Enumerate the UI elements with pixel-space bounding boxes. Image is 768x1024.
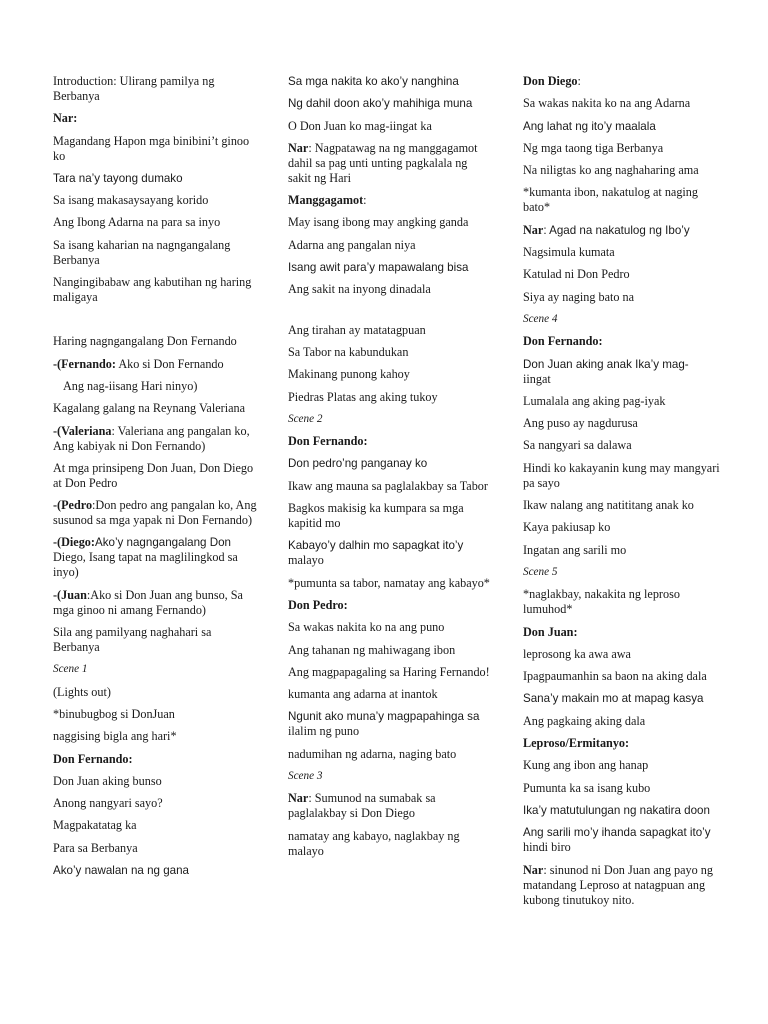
speaker-label xyxy=(523,74,728,89)
script-line: Kagalang galang na Reynang Valeriana xyxy=(53,401,245,416)
line-text: hindi biro xyxy=(523,840,571,855)
script-line: Ang sakit na inyong dinadala xyxy=(288,282,431,297)
script-line: Ng mga taong tiga Berbanya xyxy=(523,140,664,155)
character-name: -(Fernando: xyxy=(53,356,116,371)
column-3 xyxy=(523,74,728,915)
line-text: : Agad na nakatulog ng Ibo’y xyxy=(543,223,690,237)
line-text: Ang sarili mo’y ihanda sapagkat ito’y xyxy=(523,826,711,840)
script-line: (Lights out) xyxy=(53,684,111,699)
script-line: Makinang punong kahoy xyxy=(288,367,410,382)
script-line: Ang pagkaing aking dala xyxy=(523,713,646,728)
script-line: Ang tahanan ng mahiwagang ibon xyxy=(288,642,456,657)
script-line: Nangingibabaw ang kabutihan ng haring maligaya xyxy=(53,275,252,305)
character-name: -(Juan xyxy=(53,587,87,602)
script-line: Don pedro’ng panganay ko xyxy=(288,457,428,471)
line-text: Ngunit ako muna’y magpapahinga sa xyxy=(288,710,480,724)
script-line: Ang puso ay nagdurusa xyxy=(523,416,638,431)
script-line xyxy=(53,424,258,454)
script-line xyxy=(288,193,493,208)
character-name: Manggagamot xyxy=(288,193,364,208)
line-text: : xyxy=(577,74,581,88)
script-line: Ikaw ang mauna sa paglalakbay sa Tabor xyxy=(288,478,488,493)
script-line xyxy=(53,535,258,580)
script-line xyxy=(523,863,728,908)
script-line: Bagkos makisig ka kumpara sa mga kapitid mo xyxy=(288,501,464,531)
intro-line: Introduction: Ulirang pamilya ng Berbanya xyxy=(53,74,215,103)
line-text: malayo xyxy=(288,553,324,568)
spacer xyxy=(53,312,258,334)
line-text: Ako’y nagngangalang Don xyxy=(94,536,231,550)
script-line: Nagsimula kumata xyxy=(523,245,615,260)
line-text: Kabayo’y dalhin mo sapagkat ito’y xyxy=(288,539,464,553)
script-line: Na niligtas ko ang naghaharing ama xyxy=(523,163,699,178)
character-name: -(Valeriana xyxy=(53,423,112,438)
script-line: Ipagpaumanhin sa baon na aking dala xyxy=(523,669,707,684)
script-line: Tara na’y tayong dumako xyxy=(53,171,183,185)
character-name: -(Pedro xyxy=(53,498,93,513)
script-line xyxy=(288,538,493,568)
line-text: ilalim ng puno xyxy=(288,724,360,739)
scene-heading: Scene 3 xyxy=(288,770,323,783)
script-line: Katulad ni Don Pedro xyxy=(523,267,630,282)
spacer xyxy=(288,305,493,323)
scene-heading: Scene 4 xyxy=(523,312,558,325)
script-line: Sa Tabor na kabundukan xyxy=(288,344,409,359)
line-text: : Valeriana ang pangalan ko, Ang kabiyak ni Don Fernando) xyxy=(53,423,250,453)
script-line: Ingatan ang sarili mo xyxy=(523,542,627,557)
speaker-label: Don Fernando: xyxy=(288,434,368,449)
script-line: Ang magpapagaling sa Haring Fernando! xyxy=(288,664,490,679)
script-line: Piedras Platas ang aking tukoy xyxy=(288,389,438,404)
script-line: Anong nangyari sayo? xyxy=(53,796,163,811)
script-line: Sa nangyari sa dalawa xyxy=(523,438,632,453)
script-line: Lumalala ang aking pag-iyak xyxy=(523,393,666,408)
character-name: Nar xyxy=(288,140,309,155)
script-line: Pumunta ka sa isang kubo xyxy=(523,780,651,795)
script-line: Sa isang makasaysayang korido xyxy=(53,193,209,208)
column-1 xyxy=(53,74,258,885)
script-line: Sa wakas nakita ko na ang puno xyxy=(288,620,445,635)
character-name: Don Diego xyxy=(523,74,578,88)
script-line xyxy=(288,141,493,186)
script-line: Ang tirahan ay matatagpuan xyxy=(288,322,426,337)
stage-direction: namatay ang kabayo, naglakbay ng malayo xyxy=(288,828,460,858)
speaker-label: Don Pedro: xyxy=(288,597,348,612)
script-line xyxy=(53,588,258,618)
character-name: Nar xyxy=(523,862,544,877)
script-line: Ang Ibong Adarna na para sa inyo xyxy=(53,215,221,230)
script-line: Ang nag-iisang Hari ninyo) xyxy=(63,378,198,393)
line-text: : Sumunod na sumabak sa paglalakbay si Don Diego xyxy=(288,791,436,821)
line-text: : sinunod ni Don Juan ang payo ng matandang Leproso at natagpuan ang kubong tinutukoy nito. xyxy=(523,862,713,907)
script-line: Don Juan aking bunso xyxy=(53,773,162,788)
line-text: : xyxy=(363,193,367,208)
script-line xyxy=(523,357,728,387)
line-text: iingat xyxy=(523,371,551,386)
line-text: :Ako si Don Juan ang bunso, Sa mga ginoo ni amang Fernando) xyxy=(53,587,243,617)
line-text: :Don pedro ang pangalan ko, Ang susunod sa mga yapak ni Don Fernando) xyxy=(53,498,257,528)
character-name: Nar xyxy=(288,791,309,806)
line-text: Diego, Isang tapat na maglilingkod sa inyo) xyxy=(53,550,238,580)
script-line: Ang lahat ng ito’y maalala xyxy=(523,119,656,133)
script-line: Magpakatatag ka xyxy=(53,818,137,833)
script-line: Kaya pakiusap ko xyxy=(523,520,611,535)
script-line: O Don Juan ko mag-iingat ka xyxy=(288,118,432,133)
stage-direction: nadumihan ng adarna, naging bato xyxy=(288,746,457,761)
script-line xyxy=(523,223,728,238)
script-line: Sa mga nakita ko ako’y nanghina xyxy=(288,75,459,88)
script-line xyxy=(53,498,258,528)
script-line: Haring nagngangalang Don Fernando xyxy=(53,334,237,349)
script-line xyxy=(53,357,258,372)
scene-heading: Scene 5 xyxy=(523,565,558,578)
script-line: Adarna ang pangalan niya xyxy=(288,237,416,252)
stage-direction: *binubugbog si DonJuan xyxy=(53,706,175,721)
script-line xyxy=(523,825,728,855)
stage-direction: *naglakbay, nakakita ng leproso lumuhod* xyxy=(523,587,680,617)
stage-direction: naggising bigla ang hari* xyxy=(53,729,177,744)
character-name: Nar xyxy=(523,222,544,237)
line-text: Don Juan aking anak Ika’y mag- xyxy=(523,357,689,371)
scene-heading: Scene 1 xyxy=(53,663,88,676)
script-line xyxy=(288,791,493,821)
stage-direction: kumanta ang adarna at inantok xyxy=(288,687,438,702)
script-line: Ikaw nalang ang natititang anak ko xyxy=(523,498,694,513)
speaker-label: Don Juan: xyxy=(523,624,578,639)
script-line: Magandang Hapon mga binibini’t ginoo ko xyxy=(53,133,250,163)
speaker-label: Don Fernando: xyxy=(523,334,603,349)
line-text: Ako si Don Fernando xyxy=(115,356,224,371)
script-line: Kung ang ibon ang hanap xyxy=(523,758,649,773)
speaker-label: Leproso/Ermitanyo: xyxy=(523,736,630,751)
script-line: Para sa Berbanya xyxy=(53,840,138,855)
script-line: Sa wakas nakita ko na ang Adarna xyxy=(523,96,691,111)
script-line: Ng dahil doon ako’y mahihiga muna xyxy=(288,97,473,111)
script-line: Ako’y nawalan na ng gana xyxy=(53,864,190,878)
script-line: Isang awit para’y mapawalang bisa xyxy=(288,261,469,275)
speaker-label: Nar: xyxy=(53,111,78,126)
script-line: Sana’y makain mo at mapag kasya xyxy=(523,692,704,706)
script-line: At mga prinsipeng Don Juan, Don Diego at Don Pedro xyxy=(53,460,254,490)
line-text: : Nagpatawag na ng manggagamot dahil sa pag unti unting pagkalala ng sakit ng Hari xyxy=(288,140,478,185)
stage-direction: *kumanta ibon, nakatulog at naging bato* xyxy=(523,185,698,215)
column-2 xyxy=(288,74,493,866)
script-line: Sila ang pamilyang naghahari sa Berbanya xyxy=(53,625,212,655)
scene-heading: Scene 2 xyxy=(288,412,323,425)
script-line: May isang ibong may angking ganda xyxy=(288,215,469,230)
stage-direction: *pumunta sa tabor, namatay ang kabayo* xyxy=(288,575,490,590)
script-line: leprosong ka awa awa xyxy=(523,646,631,661)
script-line: Siya ay naging bato na xyxy=(523,289,635,304)
script-line: Ika’y matutulungan ng nakatira doon xyxy=(523,803,710,817)
script-line: Hindi ko kakayanin kung may mangyari pa sayo xyxy=(523,460,720,490)
character-name: -(Diego: xyxy=(53,535,95,550)
script-line: Sa isang kaharian na nagngangalang Berbanya xyxy=(53,237,231,267)
script-line xyxy=(288,709,493,739)
speaker-label: Don Fernando: xyxy=(53,751,133,766)
